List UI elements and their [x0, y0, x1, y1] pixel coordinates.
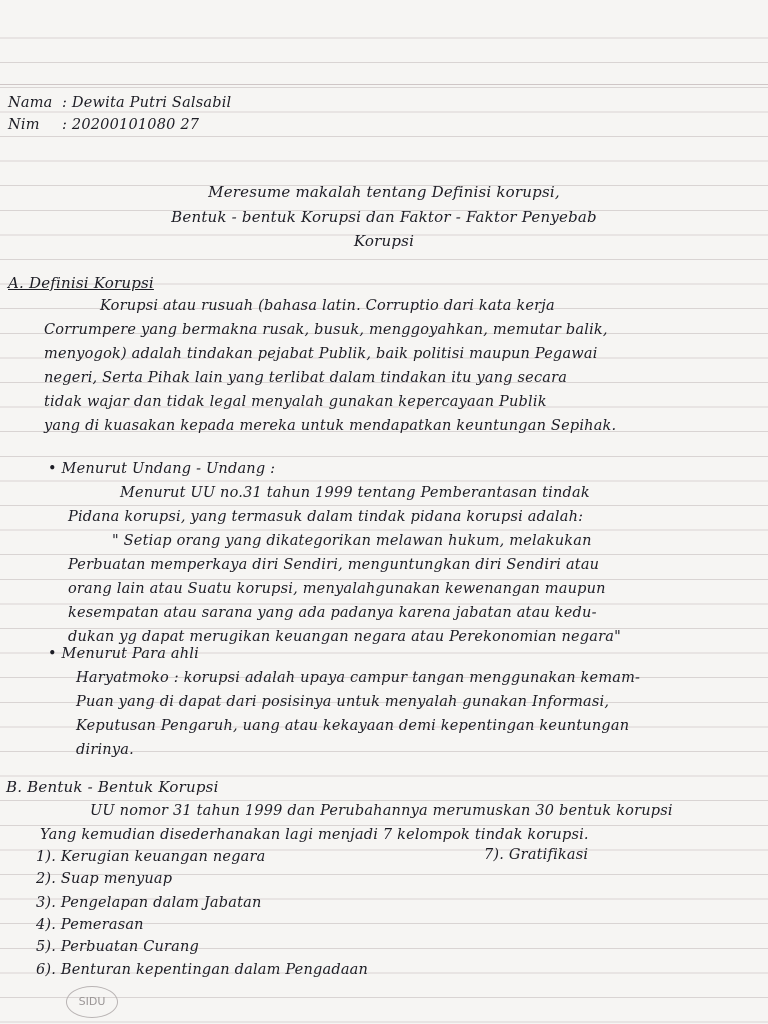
nim-label: Nim [8, 117, 40, 133]
ahli-heading: • Menurut Para ahli [48, 646, 199, 662]
ahli-line: dirinya. [76, 742, 134, 758]
uu-line: dukan yg dapat merugikan keuangan negara atau Perekonomian negara" [68, 629, 621, 645]
name-label: Nama [8, 95, 53, 111]
section-a-line: negeri, Serta Pihak lain yang terlibat dalam tindakan itu yang secara [44, 370, 568, 386]
section-a-line: yang di kuasakan kepada mereka untuk mendapatkan keuntungan Sepihak. [44, 418, 617, 434]
section-a-line: menyogok) adalah tindakan pejabat Publik, baik politisi maupun Pegawai [44, 346, 598, 362]
section-a-heading: A. Definisi Korupsi [8, 274, 154, 292]
section-b-intro: UU nomor 31 tahun 1999 dan Perubahannya merumuskan 30 bentuk korupsi [90, 803, 673, 819]
title-line-3: Korupsi [353, 232, 415, 250]
sidu-stamp-logo: SIDU [66, 986, 118, 1018]
name-value: : Dewita Putri Salsabil [62, 95, 232, 111]
top-margin-line [0, 84, 768, 85]
ahli-line: Keputusan Pengaruh, uang atau kekayaan demi kepentingan keuntungan [76, 718, 630, 734]
list-item: 6). Benturan kepentingan dalam Pengadaan [36, 962, 369, 978]
list-item: 7). Gratifikasi [484, 847, 589, 863]
list-item: 3). Pengelapan dalam Jabatan [36, 895, 262, 911]
section-a-line: Corrumpere yang bermakna rusak, busuk, menggoyahkan, memutar balik, [44, 322, 608, 338]
uu-line: Pidana korupsi, yang termasuk dalam tindak pidana korupsi adalah: [68, 509, 584, 525]
ahli-line: Haryatmoko : korupsi adalah upaya campur tangan menggunakan kemam- [76, 670, 641, 686]
section-a-line: Korupsi atau rusuah (bahasa latin. Corruptio dari kata kerja [100, 298, 555, 314]
uu-line: Menurut UU no.31 tahun 1999 tentang Pemberantasan tindak [120, 485, 590, 501]
uu-line: kesempatan atau sarana yang ada padanya karena jabatan atau kedu- [68, 605, 597, 621]
ahli-line: Puan yang di dapat dari posisinya untuk menyalah gunakan Informasi, [76, 694, 610, 710]
section-a-line: tidak wajar dan tidak legal menyalah gunakan kepercayaan Publik [44, 394, 547, 410]
list-item: 4). Pemerasan [36, 917, 144, 933]
section-b-heading: B. Bentuk - Bentuk Korupsi [6, 778, 219, 796]
title-line-1: Meresume makalah tentang Definisi korupsi, [208, 183, 560, 201]
uu-line: Perbuatan memperkaya diri Sendiri, menguntungkan diri Sendiri atau [68, 557, 600, 573]
section-b-intro: Yang kemudian disederhanakan lagi menjadi 7 kelompok tindak korupsi. [40, 827, 589, 843]
uu-line: " Setiap orang yang dikategorikan melawan hukum, melakukan [112, 533, 592, 549]
nim-value: : 20200101080 27 [62, 117, 200, 133]
list-item: 5). Perbuatan Curang [36, 939, 200, 955]
uu-line: orang lain atau Suatu korupsi, menyalahgunakan kewenangan maupun [68, 581, 606, 597]
list-item: 1). Kerugian keuangan negara [36, 849, 266, 865]
list-item: 2). Suap menyuap [36, 871, 173, 887]
title-line-2: Bentuk - bentuk Korupsi dan Faktor - Faktor Penyebab [171, 208, 597, 226]
uu-heading: • Menurut Undang - Undang : [48, 461, 276, 477]
